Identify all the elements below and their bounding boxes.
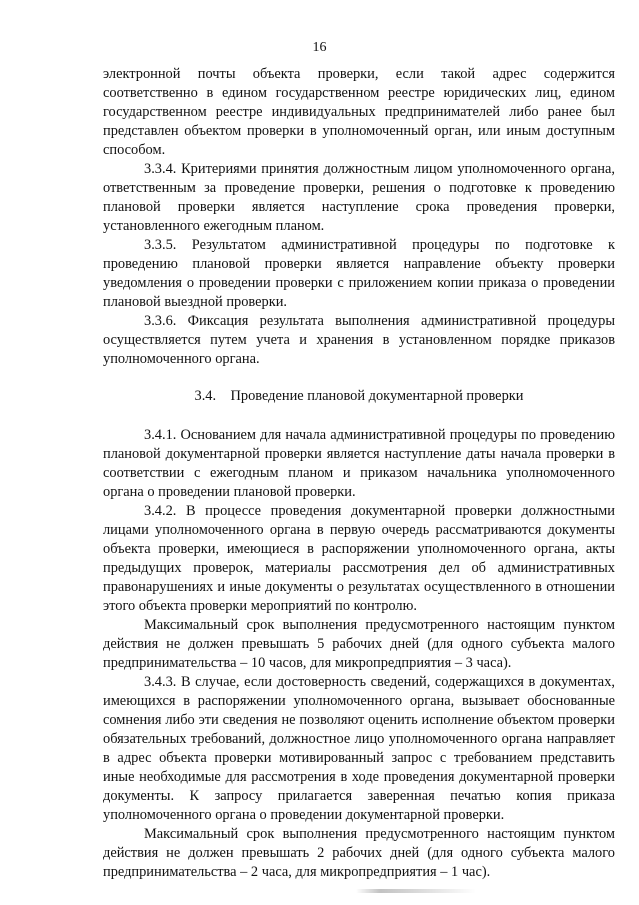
paragraph-3-4-1: 3.4.1. Основанием для начала административной процедуры по проведению плановой документарной проверки является наступление даты начала проверки в соответствии с ежегодным планом и приказом начальника уполномоченного органа о проведении плановой проверки. [103,427,615,500]
document-body [103,65,615,882]
paragraph-3-4-3: 3.4.3. В случае, если достоверность сведений, содержащихся в документах, имеющихся в распоряжении уполномоченного органа, вызывает обоснованные сомнения либо эти сведения не позволяют оценить исполнение объектом проверки обязательных требований, должностное лицо уполномоченного органа направляет в адрес объекта проверки мотивированный запрос с требованием представить иные необходимые для рассмотрения в ходе проведения документарной проверки документы. К запросу прилагается заверенная печатью копия приказа уполномоченного органа о проведении документарной проверки. [103,674,615,823]
paragraph-3-3-4: 3.3.4. Критериями принятия должностным лицом уполномоченного органа, ответственным за проведение проверки, решения о подготовке к проведению плановой проверки является наступление срока проведения проверки, установленного ежегодным планом. [103,161,615,234]
paragraph-3-3-5: 3.3.5. Результатом административной процедуры по подготовке к проведению плановой проверки является направление объекту проверки уведомления о проведении проверки с приложением копии приказа о проведении плановой выездной проверки. [103,237,615,310]
paragraph-3-3-6: 3.3.6. Фиксация результата выполнения административной процедуры осуществляется путем учета и хранения в установленном порядке приказов уполномоченного органа. [103,313,615,367]
section-heading: 3.4. Проведение плановой документарной проверки [194,388,524,404]
paragraph-max-term-2: Максимальный срок выполнения предусмотренного настоящим пунктом действия не должен превышать 2 рабочих дней (для одного субъекта малого предпринимательства – 2 часа, для микропредприятия – 1 час). [103,826,615,880]
scan-artifact [356,889,476,893]
paragraph-3-4-2: 3.4.2. В процессе проведения документарной проверки должностными лицами уполномоченного органа в первую очередь рассматриваются документы объекта проверки, имеющиеся в распоряжении уполномоченного органа, акты предыдущих проверок, материалы рассмотрения дел об административных правонарушениях и иные документы о результатах осуществленного в отношении этого объекта проверки мероприятий по контролю. [103,503,615,614]
page-number: 16 [312,40,327,55]
paragraph-max-term-1: Максимальный срок выполнения предусмотренного настоящим пунктом действия не должен превышать 5 рабочих дней (для одного субъекта малого предпринимательства – 10 часов, для микропредприятия – 3 часа). [103,617,615,671]
paragraph-continuation: электронной почты объекта проверки, если такой адрес содержится соответственно в едином государственном реестре юридических лиц, едином государственном реестре индивидуальных предпринимателей либо ранее был представлен объектом проверки в уполномоченный орган, или иным доступным способом. [103,66,615,158]
